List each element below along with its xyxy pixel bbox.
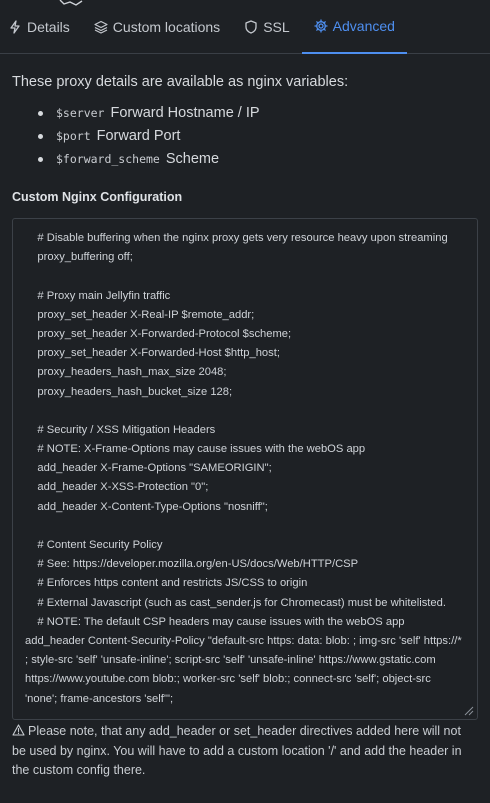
variable-code: $forward_scheme [56, 152, 160, 166]
config-line [25, 402, 465, 421]
tab-advanced-label: Advanced [332, 18, 395, 34]
config-line: # Disable buffering when the nginx proxy gets very resource heavy upon streaming [25, 232, 448, 244]
config-line: add_header X-Content-Type-Options "nosniff"; [25, 500, 268, 513]
config-line: # See: https://developer.mozilla.org/en-US/docs/Web/HTTP/CSP [25, 558, 359, 571]
gear-icon [314, 19, 328, 33]
config-line: add_header Content-Security-Policy "default-src https: data: blob: ; img-src 'self' https://* ; style-src 'self' 'unsafe-inline'; script-src 'self' 'unsafe-inline' https://www.gstatic.com https://www.youtube.com blob:; worker-src 'self' blob:; connect-src 'self'; object-src 'none'; frame-ancestors 'self'"; [25, 634, 462, 705]
config-line: proxy_set_header X-Forwarded-Protocol $scheme; [25, 327, 292, 340]
config-line: add_header X-XSS-Protection "0"; [25, 481, 209, 494]
list-item [12, 148, 478, 171]
config-line: proxy_headers_hash_max_size 2048; [25, 366, 227, 379]
header-directive-note [12, 722, 478, 781]
tab-details-label: Details [27, 19, 70, 35]
note-text: Please note, that any add_header or set_header directives added here will not be used by nginx. You will have to add a custom location '/' and add the header in the custom config there. [12, 724, 462, 777]
config-line: proxy_buffering off; [25, 251, 133, 264]
tab-ssl-label: SSL [263, 19, 290, 35]
config-line: # External Javascript (such as cast_sender.js for Chromecast) must be whitelisted. [25, 596, 446, 609]
warning-icon [12, 724, 25, 736]
config-line: proxy_set_header X-Forwarded-Host $http_host; [25, 347, 280, 360]
tab-advanced[interactable] [302, 0, 407, 54]
layers-icon [94, 20, 108, 34]
tab-custom-locations-label: Custom locations [112, 19, 221, 35]
config-label: Custom Nginx Configuration [12, 190, 183, 204]
bolt-icon [8, 20, 22, 34]
config-line: proxy_headers_hash_bucket_size 128; [25, 385, 233, 398]
config-line: # Proxy main Jellyfin traffic [25, 289, 171, 302]
variable-desc: Scheme [165, 151, 220, 167]
advanced-panel [12, 72, 478, 207]
config-line: # Enforces https content and restricts JS/CSS to origin [25, 577, 308, 590]
variables-intro: These proxy details are available as nginx variables: [12, 74, 349, 90]
tab-details[interactable] [0, 0, 82, 54]
config-text[interactable] [25, 229, 465, 709]
variable-code: $server [56, 106, 105, 120]
resize-grip-icon[interactable] [462, 704, 474, 716]
list-item [12, 125, 478, 148]
config-line: # NOTE: X-Frame-Options may cause issues with the webOS app [25, 443, 366, 456]
variables-list [12, 102, 478, 171]
config-line: # Security / XSS Mitigation Headers [25, 423, 216, 436]
config-line [25, 267, 465, 286]
config-line: # NOTE: The default CSP headers may cause issues with the webOS app [25, 615, 405, 628]
list-item [12, 102, 478, 125]
config-line [25, 517, 465, 536]
config-line: # Content Security Policy [25, 539, 163, 551]
shield-icon [244, 20, 258, 34]
tab-custom-locations[interactable] [82, 0, 232, 54]
config-line: proxy_set_header X-Real-IP $remote_addr; [25, 308, 255, 321]
config-line: add_header X-Frame-Options "SAMEORIGIN"; [25, 462, 272, 475]
variable-code: $port [56, 129, 91, 143]
tab-bar [0, 0, 490, 54]
nginx-config-textarea[interactable] [12, 218, 478, 720]
variable-desc: Forward Hostname / IP [110, 105, 260, 121]
tab-ssl[interactable] [232, 0, 301, 54]
variable-desc: Forward Port [96, 128, 181, 144]
